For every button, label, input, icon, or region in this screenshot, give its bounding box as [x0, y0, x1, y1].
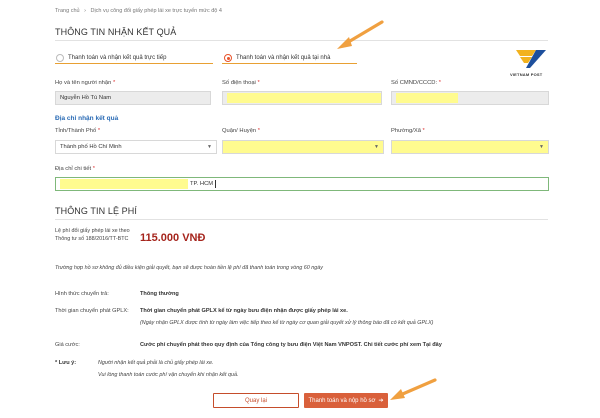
back-button[interactable]: Quay lại [213, 393, 299, 408]
cost-label: Giá cước: [55, 342, 80, 348]
phone-label-text: Số điện thoại [222, 80, 256, 86]
district-label-text: Quận/ Huyện [222, 128, 257, 134]
option-home-label: Thanh toán và nhận kết quả tại nhà [236, 55, 331, 61]
fee-amount: 115.000 VNĐ [140, 232, 206, 244]
detail-value: TP. HCM [190, 181, 214, 187]
address-section-title: Địa chỉ nhận kết quả [55, 115, 119, 122]
submit-payment-label: Thanh toán và nộp hồ sơ [308, 397, 376, 404]
arrow-right-icon: ➔ [378, 398, 384, 404]
ward-label-text: Phường/Xã [391, 128, 421, 134]
id-label-text: Số CMND/CCCD: [391, 80, 438, 86]
province-value: Thành phố Hồ Chí Minh [60, 144, 122, 150]
annotation-arrow-bottom [390, 380, 435, 400]
notice-line-2: Vui lòng thanh toán cước phí vận chuyển khi nhận kết quả. [98, 372, 239, 378]
name-value: Nguyễn Hồ Tú Nam [60, 95, 112, 101]
fee-section-title: THÔNG TIN LỆ PHÍ [55, 206, 137, 216]
breadcrumb-current: Dịch vụ công đổi giấy phép lái xe trực tuyến mức độ 4 [90, 8, 222, 14]
ship-time-note: (Ngày nhận GPLX được tính từ ngày làm việc tiếp theo kể từ ngày cơ quan giải quyết xử lý thông báo đã có kết quả GPLX) [140, 320, 434, 326]
refund-note: Trường hợp hồ sơ không đủ điều kiện giải quyết, bạn sẽ được hoàn tiền lệ phí đã thanh toán trong vòng 60 ngày [55, 265, 323, 271]
breadcrumb-home[interactable]: Trang chủ [55, 8, 80, 14]
chevron-down-icon: ▼ [374, 144, 379, 150]
required-mark: * [438, 80, 441, 86]
fee-description: Lệ phí đổi giấy phép lái xe theo Thông tư số 188/2016/TT-BTC [55, 228, 130, 242]
vietnampost-logo-text: VIETNAM POST [510, 72, 543, 77]
chevron-down-icon: ▼ [207, 144, 212, 150]
notice-line-1: Người nhận kết quả phải là chủ giấy phép lái xe. [98, 360, 214, 366]
ship-time-label: Thời gian chuyển phát GPLX: [55, 308, 129, 314]
detail-label-text: Địa chỉ chi tiết [55, 166, 92, 172]
breadcrumb-separator: › [84, 8, 86, 14]
province-label-text: Tỉnh/Thành Phố [55, 128, 97, 134]
required-mark: * [422, 128, 425, 134]
annotation-arrow-top [337, 22, 382, 49]
cost-value: Cước phí chuyển phát theo quy định của Tổng công ty bưu điện Việt Nam VNPOST. Chi tiết cước phí xem Tại đây [140, 342, 442, 348]
name-label-text: Họ và tên người nhận [55, 80, 112, 86]
required-mark: * [92, 166, 95, 172]
required-mark: * [112, 80, 116, 86]
receive-section-title: THÔNG TIN NHẬN KẾT QUẢ [55, 27, 177, 37]
option-direct-label: Thanh toán và nhận kết quả trực tiếp [68, 55, 167, 61]
ship-method-value: Thông thường [140, 291, 179, 297]
required-mark: * [97, 128, 101, 134]
required-mark: * [257, 128, 261, 134]
required-mark: * [257, 80, 260, 86]
ship-time-value: Thời gian chuyển phát GPLX kể từ ngày bưu điện nhận được giấy phép lái xe. [140, 308, 348, 314]
ship-method-label: Hình thức chuyển trả: [55, 291, 109, 297]
chevron-down-icon: ▼ [539, 144, 544, 150]
notice-label: * Lưu ý: [55, 360, 77, 366]
